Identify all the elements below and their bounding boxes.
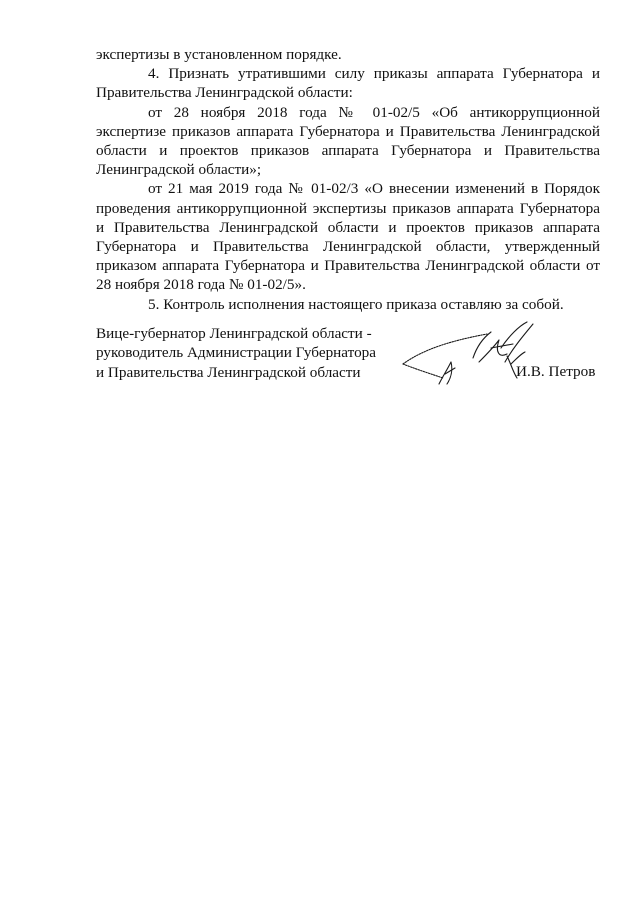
signatory-position (96, 324, 386, 382)
paragraph-repealed-order-2: от 21 мая 2019 года № 01-02/3 «О внесении изменений в Порядок проведения антикоррупционной экспертизы приказов аппарата Губернатора и Правительства Ленинградской области и проектов приказов аппарата Губернатора и Правительства Ленинградской области, утвержденный приказом аппарата Губернатора и Правительства Ленинградской области от 28 ноября 2018 года № 01-02/5». (96, 180, 600, 294)
signatory-name: И.В. Петров (516, 363, 596, 380)
paragraph-continuation: экспертизы в установленном порядке. (96, 46, 342, 63)
document-body (96, 45, 600, 314)
paragraph-item-5: 5. Контроль исполнения настоящего приказа оставляю за собой. (148, 295, 564, 313)
position-line: и Правительства Ленинградской области (96, 363, 361, 381)
paragraph-item-4: 4. Признать утратившими силу приказы аппарата Губернатора и Правительства Ленинградской области: (96, 65, 600, 102)
position-line: Вице-губернатор Ленинградской области - (96, 325, 372, 342)
paragraph-repealed-order-1: от 28 ноября 2018 года № 01-02/5 «Об антикоррупционной экспертизе приказов аппарата Губернатора и Правительства Ленинградской области и проектов приказов аппарата Губернатора и Правительства Ленинградской области»; (96, 103, 600, 179)
position-line: руководитель Администрации Губернатора (96, 344, 377, 362)
